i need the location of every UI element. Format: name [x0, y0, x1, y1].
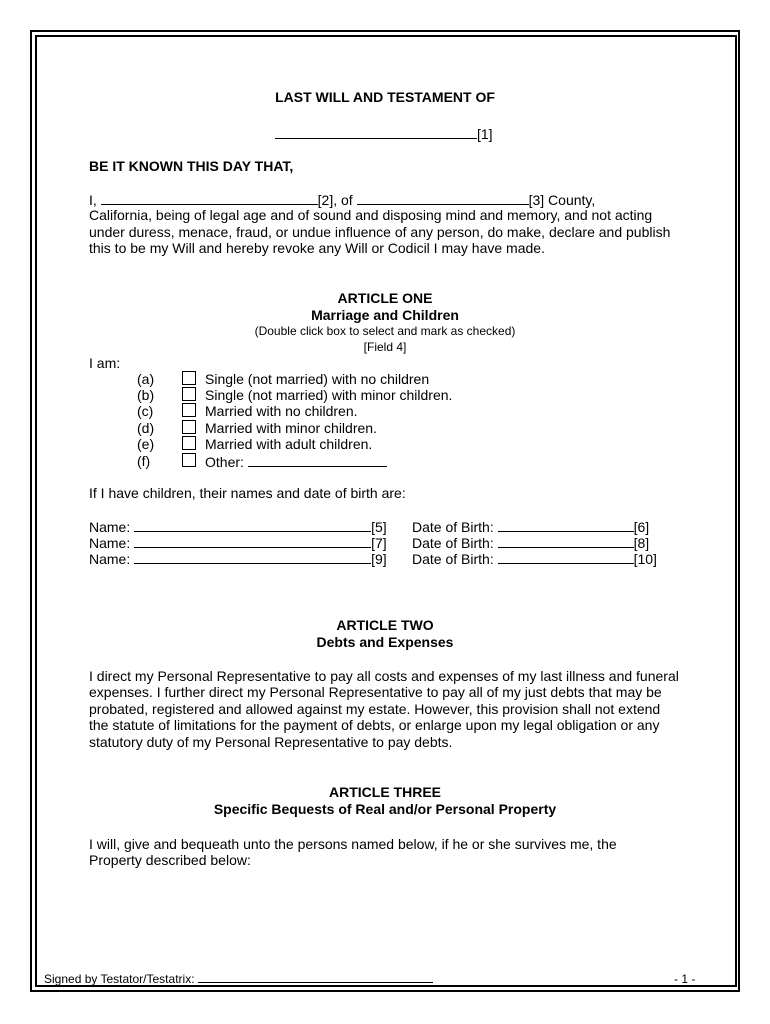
option-text: Single (not married) with minor children. [205, 387, 453, 403]
article-two-line: statutory duty of my Personal Representative to pay debts. [89, 734, 453, 750]
article-two-heading: ARTICLE TWO [336, 617, 434, 633]
option-text: Married with adult children. [205, 436, 373, 452]
option-checkbox-f[interactable] [182, 453, 196, 467]
article-two-line: the statute of limitations for the payment of debts, or enlarge upon my legal obligation or any [89, 717, 660, 733]
document-title: LAST WILL AND TESTAMENT OF [275, 89, 495, 105]
child-dob-field[interactable] [498, 550, 634, 564]
intro-line-4: this to be my Will and hereby revoke any Will or Codicil I may have made. [89, 240, 545, 256]
option-text: Married with minor children. [205, 420, 377, 436]
option-checkbox-d[interactable] [182, 420, 196, 434]
child-name-field[interactable] [134, 550, 371, 564]
article-two-line: probated, registered and allowed against my estate. However, this provision shall not extend [89, 701, 661, 717]
option-letter: (f) [137, 453, 151, 469]
option-text: Single (not married) with no children [205, 371, 430, 387]
option-checkbox-c[interactable] [182, 403, 196, 417]
article-two-line: I direct my Personal Representative to pay all costs and expenses of my last illness and funeral [89, 668, 679, 684]
child-dob: Date of Birth: [8] [412, 535, 650, 551]
checkbox-note: (Double click box to select and mark as checked) [254, 324, 516, 338]
option-text: Married with no children. [205, 403, 358, 419]
option-letter: (e) [137, 436, 155, 452]
child-row: Name: [5] [89, 519, 387, 535]
page-number: - 1 - [674, 972, 696, 986]
signature-footer: Signed by Testator/Testatrix: [44, 972, 433, 986]
article-three-line: Property described below: [89, 852, 251, 868]
i-am-label: I am: [89, 355, 121, 371]
option-letter: (c) [137, 403, 154, 419]
option-letter: (b) [137, 387, 155, 403]
article-three-line: I will, give and bequeath unto the persons named below, if he or she survives me, the [89, 836, 617, 852]
intro-line-2: California, being of legal age and of sound and disposing mind and memory, and not acting [89, 207, 653, 223]
option-checkbox-b[interactable] [182, 387, 196, 401]
child-row: Name: [9] [89, 551, 387, 567]
field-4-label: [Field 4] [363, 340, 407, 354]
child-dob: Date of Birth: [10] [412, 551, 657, 567]
signature-field[interactable] [198, 972, 433, 983]
child-row: Name: [7] [89, 535, 387, 551]
county-field-3[interactable] [357, 191, 529, 205]
article-one-subheading: Marriage and Children [311, 307, 459, 323]
child-dob-field[interactable] [498, 534, 634, 548]
article-one-heading: ARTICLE ONE [337, 290, 433, 306]
option-text-other: Other: [205, 453, 387, 471]
child-dob: Date of Birth: [6] [412, 519, 650, 535]
intro-line-1: I, [2], of [3] County, [89, 192, 596, 208]
article-two-line: expenses. I further direct my Personal Representative to pay all of my just debts that may be [89, 684, 662, 700]
known-heading: BE IT KNOWN THIS DAY THAT, [89, 158, 294, 174]
child-dob-field[interactable] [498, 518, 634, 532]
article-three-heading: ARTICLE THREE [329, 784, 441, 800]
child-name-field[interactable] [134, 534, 371, 548]
option-letter: (a) [137, 371, 155, 387]
name-field-2[interactable] [101, 191, 318, 205]
article-two-subheading: Debts and Expenses [316, 634, 454, 650]
child-name-field[interactable] [134, 518, 371, 532]
other-field[interactable] [248, 453, 387, 467]
option-checkbox-a[interactable] [182, 371, 196, 385]
testator-name-line[interactable] [275, 125, 477, 139]
testator-name-field[interactable]: [1] [275, 125, 493, 143]
option-checkbox-e[interactable] [182, 436, 196, 450]
option-letter: (d) [137, 420, 155, 436]
children-intro: If I have children, their names and date of birth are: [89, 485, 406, 501]
article-three-subheading: Specific Bequests of Real and/or Personal Property [213, 801, 557, 817]
intro-line-3: under duress, menace, fraud, or undue influence of any person, do make, declare and publish [89, 224, 671, 240]
